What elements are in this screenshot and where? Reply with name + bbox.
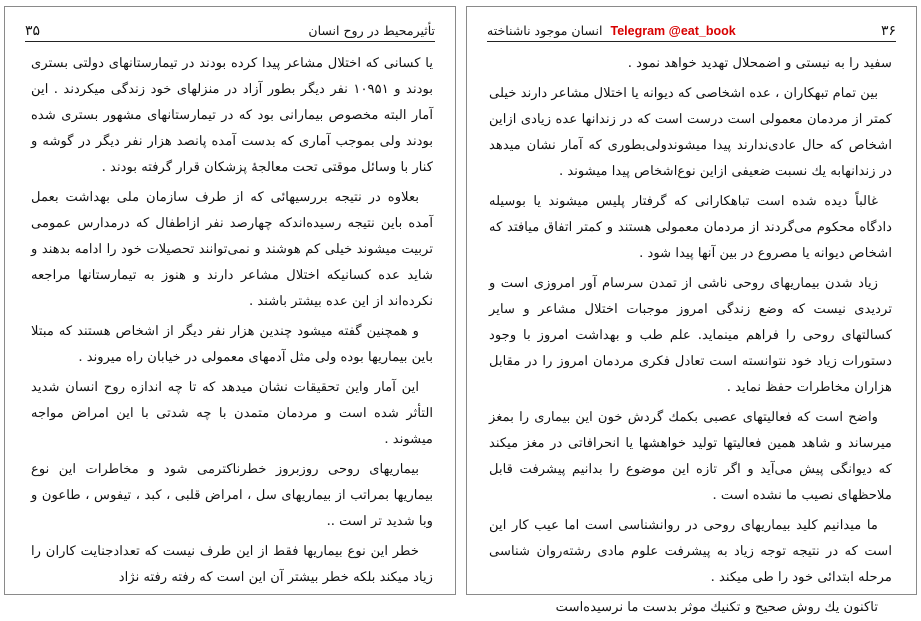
- paragraph: و همچنین گفته میشود چندین هزار نفر دیگر از اشخاص هستند که مبتلا باین بیماریها بوده ولی مثل آدمهای معمولی در خیابان راه میروند .: [31, 324, 433, 365]
- right-page: [466, 6, 917, 615]
- left-page-body: [31, 51, 433, 590]
- paragraph: بعلاوه در نتیجه بررسیهائی که از طرف سازمان ملی بهداشت بعمل آمده باین نتیجه رسیده‌اندکه چهارصد نفر ازاطفال که درمدارس عمومی تربیت میشوند خیلی کم هوشند و نمی‌توانند تحصیلات خود را ادامه بدهند و شاید عده کسانیکه اختلال مشاعر دارند و هنوز به تیمارستانها مراجعه نکرده‌اند از این عده بیشتر باشند .: [31, 190, 433, 309]
- telegram-watermark: Telegram @eat_book: [610, 24, 736, 38]
- running-title: تأثیرمحیط در روح انسان: [308, 23, 435, 38]
- right-page-header: [487, 15, 896, 42]
- paragraph: سفید را به نیستی و اضمحلال تهدید خواهد نمود .: [627, 56, 892, 71]
- page-number: ۳۶: [880, 23, 896, 39]
- paragraph: زیاد شدن بیماریهای روحی ناشی از تمدن سرسام آور امروزی است و تردیدی نیست که وضع زندگی امروز موجبات اختلال مشاعر و سایر کسالتهای روحی را فراهم مینماید. علم طب و بهداشت امروز با وجود دستورات زیاد خود نتوانسته است تعادل فکری مردمان امروز را در مقابل هزاران مخاطرات حفظ نماید .: [489, 276, 892, 395]
- paragraph: ما میدانیم کلید بیماریهای روحی در روانشناسی است اما عیب کار این است که در نتیجه توجه زیاد به پیشرفت علوم مادی رشته‌روان شناسی مرحله ابتدائی خود را طی میکند .: [489, 518, 892, 585]
- right-header-title-group: [487, 23, 736, 41]
- left-page-header: [25, 15, 435, 42]
- paragraph: تاکنون یك روش صحیح و تکنیك موثر بدست ما نرسیده‌است: [555, 600, 878, 615]
- left-page: [4, 6, 456, 595]
- paragraph: یا کسانی که اختلال مشاعر پیدا کرده بودند در تیمارستانهای دولتی بستری بودند و ۱۰۹۵۱ نفر دیگر بطور آزاد در منزلهای خود زندگی میکردند . این آمار البته مخصوص بیمارانی بود که در تیمارستانهای مشهور بستری شده بودند ولی بموجب آماری که بدست آمده پانصد هزار نفر دیگر در گوشه و کنار با وسائل موقتی تحت معالجهٔ پزشکان قرار گرفته بودند .: [31, 56, 433, 175]
- book-spine: [458, 0, 464, 599]
- right-page-body: [489, 51, 892, 615]
- paragraph: خطر این نوع بیماریها فقط از این طرف نیست که تعدادجنایت کاران را زیاد میکند بلکه خطر بیشتر آن این است که رفته رفته نژاد: [31, 544, 433, 585]
- paragraph: واضح است که فعالیتهای عصبی بکمك گردش خون این بیماری را بمغز میرساند و شاهد همین فعالیتها تولید خواهشها یا انحرافاتی در مغز میکند که دیوانگی پیش می‌آید و اگر تازه این موضوع را بدانیم پیشرفت قابل ملاحظهای نصیب ما نشده است .: [489, 410, 892, 503]
- paragraph: این آمار واین تحقیقات نشان میدهد که تا چه اندازه روح انسان شدید التأثر شده است و مردمان متمدن با چه شدتی با این امراض مواجه میشوند .: [31, 380, 433, 447]
- paragraph: غالباً دیده شده است تباهکارانی که گرفتار پلیس میشوند یا بوسیله دادگاه محکوم می‌گردند از مردمان معمولی هستند و کمتر اتفاق میافتد که اشخاص دیوانه یا مصروع در بین آنها پیدا شود .: [489, 194, 892, 261]
- running-title: انسان موجود ناشناخته: [487, 23, 603, 38]
- page-number: ۳۵: [25, 23, 41, 39]
- paragraph: بین تمام تبهکاران ، عده اشخاصی که دیوانه یا اختلال مشاعر دارند خیلی کمتر از مردمان معمولی است درست است که در زندانها عده زیادی ازاین اشخاص که حال عادی‌ندارند پیدا میشوندولی‌بطوری که آمار نشان میدهد در زندانهابه یك نسبت ضعیفی ازاین نوع‌اشخاص پیدا میشوند .: [489, 86, 892, 179]
- paragraph: بیماریهای روحی روزبروز خطرناکترمی شود و مخاطرات این نوع بیماریها بمراتب از بیماریهای سل ، امراض قلبی ، کبد ، تیفوس ، طاعون و وبا شدید تر است ..: [31, 462, 433, 529]
